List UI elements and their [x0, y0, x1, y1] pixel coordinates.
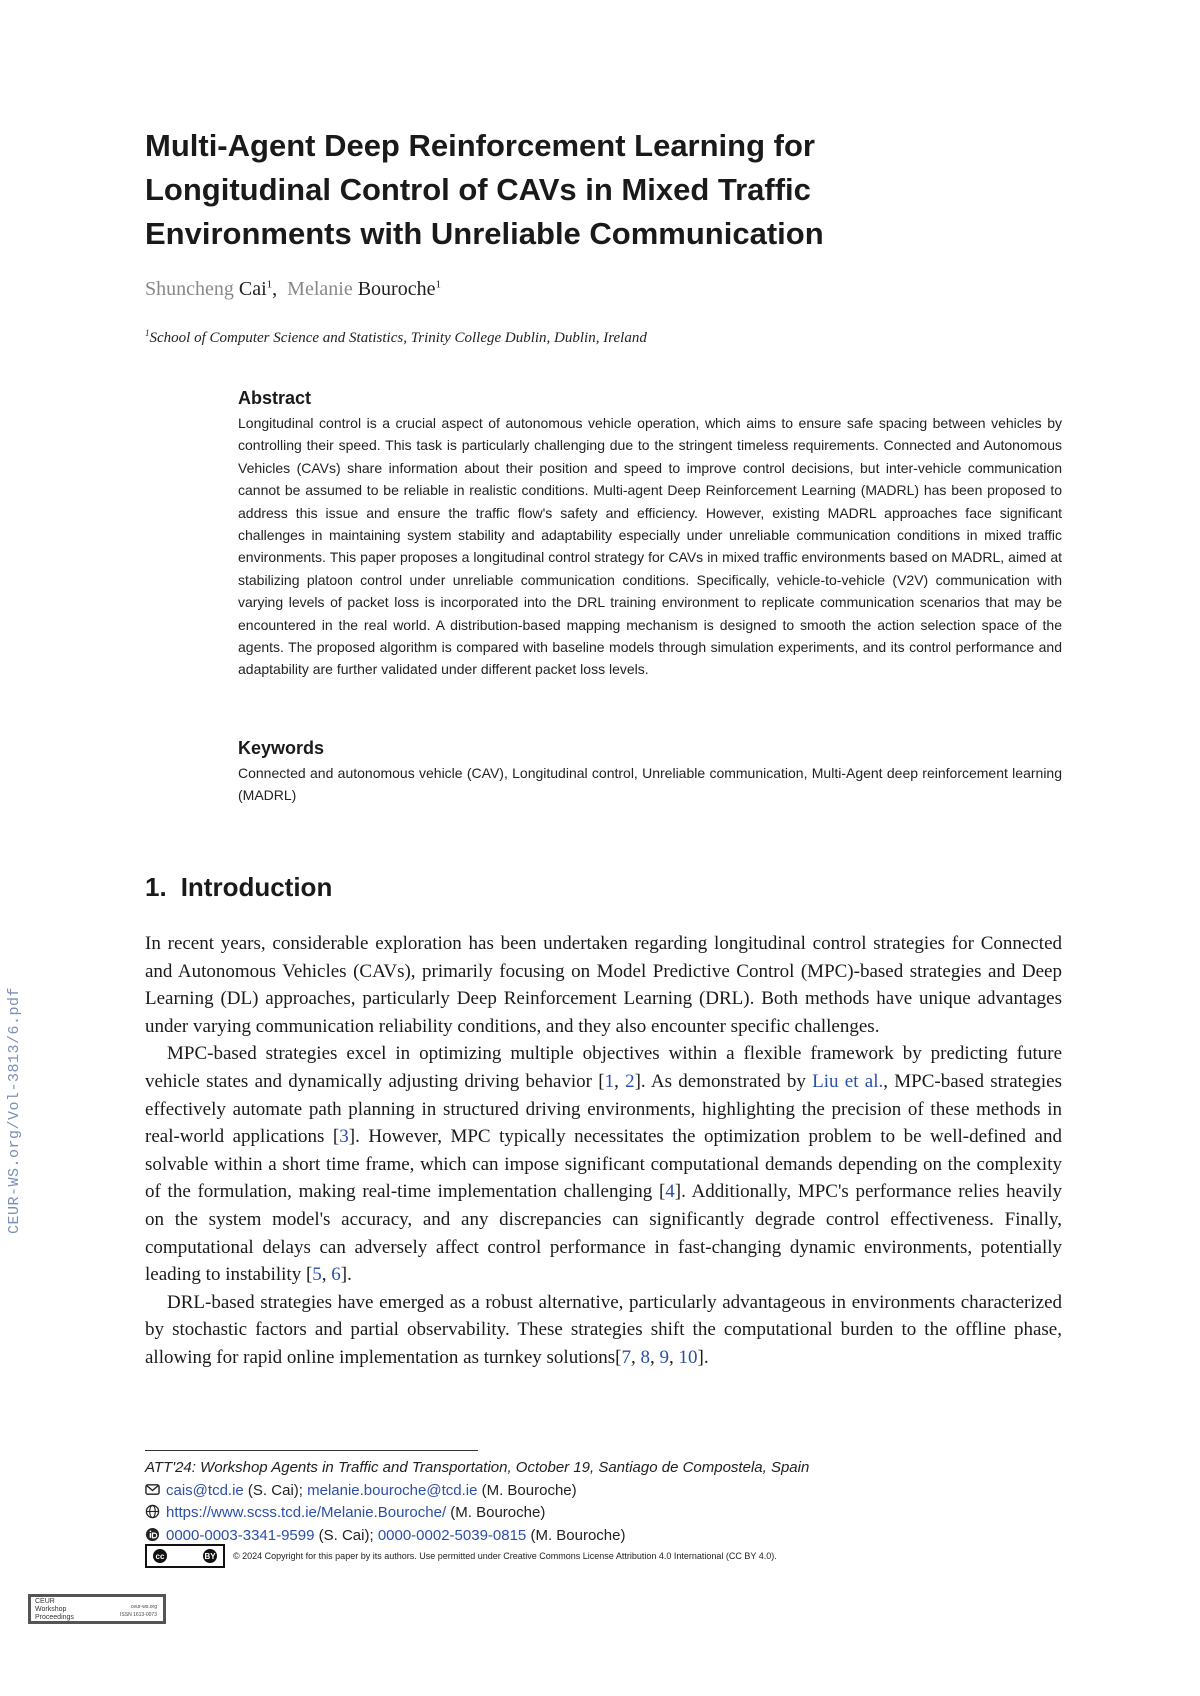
citation-link[interactable]: 4	[665, 1181, 675, 1203]
abstract-text: Longitudinal control is a crucial aspect of autonomous vehicle operation, which aims to ensure safe spacing between vehicles by controlling their speed. This task is particularly challenging due to the stringent timeless requirements. Connected and Autonomous Vehicles (CAVs) share information about their position and speed to improve control decisions, but inter-vehicle communication cannot be assumed to be reliable in realistic conditions. Multi-agent Deep Reinforcement Learning (MADRL) has been proposed to address this issue and ensure the traffic flow's safety and efficiency. However, existing MADRL approaches face significant challenges in maintaining system stability and adaptability especially under unreliable communication conditions in mixed traffic environments. This paper proposes a longitudinal control strategy for CAVs in mixed traffic environments based on MADRL, aimed at stabilizing platoon control under unreliable communication conditions. Specifically, vehicle-to-vehicle (V2V) communication with varying levels of packet loss is incorporated into the DRL training environment to replicate communication scenarios that may be encountered in the real world. A distribution-based mapping mechanism is designed to smooth the action selection space of the agents. The proposed algorithm is compared with baseline models through simulation experiments, and its control performance and adaptability are further validated under different packet loss levels.	[238, 415, 1062, 678]
ceur-logo-line: CEUR	[35, 1598, 55, 1605]
section-body	[145, 930, 1062, 1372]
citation-link[interactable]: 1	[604, 1070, 615, 1092]
url-owner: (M. Bouroche)	[446, 1504, 546, 1521]
citation-link[interactable]: 7	[621, 1346, 631, 1368]
author-first-name: Shuncheng	[145, 278, 234, 300]
ceur-logo-line: Proceedings	[35, 1614, 74, 1621]
citation-link[interactable]: 5	[312, 1264, 322, 1286]
keywords-text: Connected and autonomous vehicle (CAV), Longitudinal control, Unreliable communication, Multi-Agent deep reinforcement learning (MADRL)	[238, 765, 1062, 804]
orcid-link[interactable]: 0000-0003-3341-9599	[166, 1526, 315, 1544]
footnote-divider	[145, 1450, 478, 1451]
ceur-workshop-logo	[28, 1594, 166, 1624]
ceur-logo-line: ISSN 1613-0073	[120, 1612, 157, 1618]
ceur-logo-info	[120, 1603, 157, 1619]
author-first-name: Melanie	[287, 278, 353, 300]
orcid-owner: (S. Cai);	[314, 1526, 378, 1544]
abstract-section	[238, 388, 1062, 681]
title-line: Multi-Agent Deep Reinforcement Learning for	[145, 128, 815, 163]
citation-separator: ,	[631, 1346, 641, 1368]
paragraph	[145, 1289, 1062, 1372]
orcid-link[interactable]: 0000-0002-5039-0815	[377, 1526, 527, 1544]
globe-icon	[145, 1504, 160, 1519]
sidebar-url[interactable]: CEUR-WS.org/Vol-3813/6.pdf	[6, 986, 23, 1234]
citation-link[interactable]: 3	[339, 1126, 349, 1148]
email-owner: (M. Bouroche)	[477, 1481, 577, 1499]
author-mark: 1	[435, 278, 441, 291]
author-last-name: Bouroche	[357, 278, 436, 300]
citation-link[interactable]: 9	[659, 1346, 669, 1368]
cc-by-logo	[145, 1544, 225, 1568]
conference-note: ATT'24: Workshop Agents in Traffic and Transportation, October 19, Santiago de Compostela, Spain	[145, 1459, 810, 1476]
email-owner: (S. Cai);	[243, 1481, 308, 1499]
citation-link[interactable]: 10	[678, 1346, 698, 1368]
paragraph-text: ].	[697, 1346, 709, 1368]
email-link[interactable]: melanie.bouroche@tcd.ie	[307, 1481, 478, 1499]
paragraph-text: ].	[340, 1264, 352, 1286]
title-line: Environments with Unreliable Communication	[145, 216, 824, 251]
footnotes	[145, 1457, 1062, 1547]
paragraph: In recent years, considerable exploration has been undertaken regarding longitudinal control strategies for Connected and Autonomous Vehicles (CAVs), primarily focusing on Model Predictive Control (MPC)-based strategies and Deep Learning (DL) approaches, particularly Deep Reinforcement Learning (DRL). Both methods have unique advantages under varying communication reliability conditions, and they also encounter specific challenges.	[145, 933, 1062, 1037]
section-number: 1.	[145, 872, 167, 902]
email-line	[145, 1480, 1062, 1503]
orcid-icon	[145, 1527, 160, 1542]
person-icon: BY	[203, 1549, 217, 1563]
email-link[interactable]: cais@tcd.ie	[166, 1481, 244, 1499]
license-line	[145, 1543, 777, 1569]
citation-link[interactable]: 6	[331, 1264, 341, 1286]
ceur-logo-line: Workshop	[35, 1606, 67, 1613]
url-line	[145, 1502, 1062, 1525]
paragraph-text: ]. However, MPC typically necessitates the optimization problem to be well-defined and solvable within a short time frame, which can impose significant computational demands depending on the complexity of the formulation, making real-time implementation challenging [	[145, 1126, 1062, 1203]
homepage-link[interactable]: https://www.scss.tcd.ie/Melanie.Bouroche/	[166, 1504, 447, 1521]
abstract-heading: Abstract	[238, 388, 312, 408]
paper-title	[145, 124, 965, 256]
author-last-name: Cai	[238, 278, 267, 300]
paragraph	[145, 1040, 1062, 1288]
paragraph-text: MPC-based strategies excel in optimizing multiple objectives within a flexible framework by predicting future vehicle states and dynamically adjusting driving behavior [	[145, 1043, 1062, 1092]
paragraph-text: ]. As demonstrated by	[634, 1070, 813, 1092]
paragraph-text: DRL-based strategies have emerged as a robust alternative, particularly advantageous in environments characterized by stochastic factors and partial observability. These strategies shift the computational burden to the offline phase, allowing for rapid online implementation as turnkey solutions[	[145, 1291, 1062, 1368]
affiliation-text: School of Computer Science and Statistics, Trinity College Dublin, Dublin, Ireland	[149, 330, 647, 346]
citation-link[interactable]: Liu et al.	[812, 1070, 884, 1092]
citation-separator: ,	[321, 1264, 332, 1286]
keywords-section	[238, 738, 1062, 807]
section-heading	[145, 872, 332, 903]
license-text: © 2024 Copyright for this paper by its authors. Use permitted under Creative Commons License Attribution 4.0 International (CC BY 4.0).	[233, 1551, 777, 1561]
orcid-owner: (M. Bouroche)	[526, 1526, 626, 1544]
author-list: Shuncheng Cai$^1$, Melanie Bouroche$^1$	[145, 278, 441, 300]
affiliation	[145, 328, 647, 347]
citation-separator: ,	[650, 1346, 660, 1368]
citation-separator: ,	[614, 1070, 626, 1092]
citation-link[interactable]: 2	[625, 1070, 635, 1092]
cc-icon: cc	[153, 1549, 167, 1563]
keywords-heading: Keywords	[238, 738, 325, 758]
affiliation-mark: 1	[145, 328, 150, 338]
paragraph-text: , MPC-based strategies effectively automate path planning in structured driving environments, highlighting the precision of these methods in real-world applications [	[145, 1070, 1062, 1148]
title-line: Longitudinal Control of CAVs in Mixed Traffic	[145, 172, 811, 207]
citation-link[interactable]: 8	[640, 1346, 650, 1368]
paragraph-text: ]. Additionally, MPC's performance relies heavily on the system model's accuracy, and any discrepancies can significantly degrade control effectiveness. Finally, computational delays can adversely affect control performance in fast-changing dynamic environments, potentially leading to instability [	[145, 1181, 1062, 1286]
citation-separator: ,	[669, 1346, 679, 1368]
author-mark: 1	[266, 278, 273, 291]
ceur-logo-line: ceur-ws.org	[130, 1604, 157, 1610]
section-title: Introduction	[180, 872, 333, 902]
envelope-icon	[145, 1482, 160, 1497]
